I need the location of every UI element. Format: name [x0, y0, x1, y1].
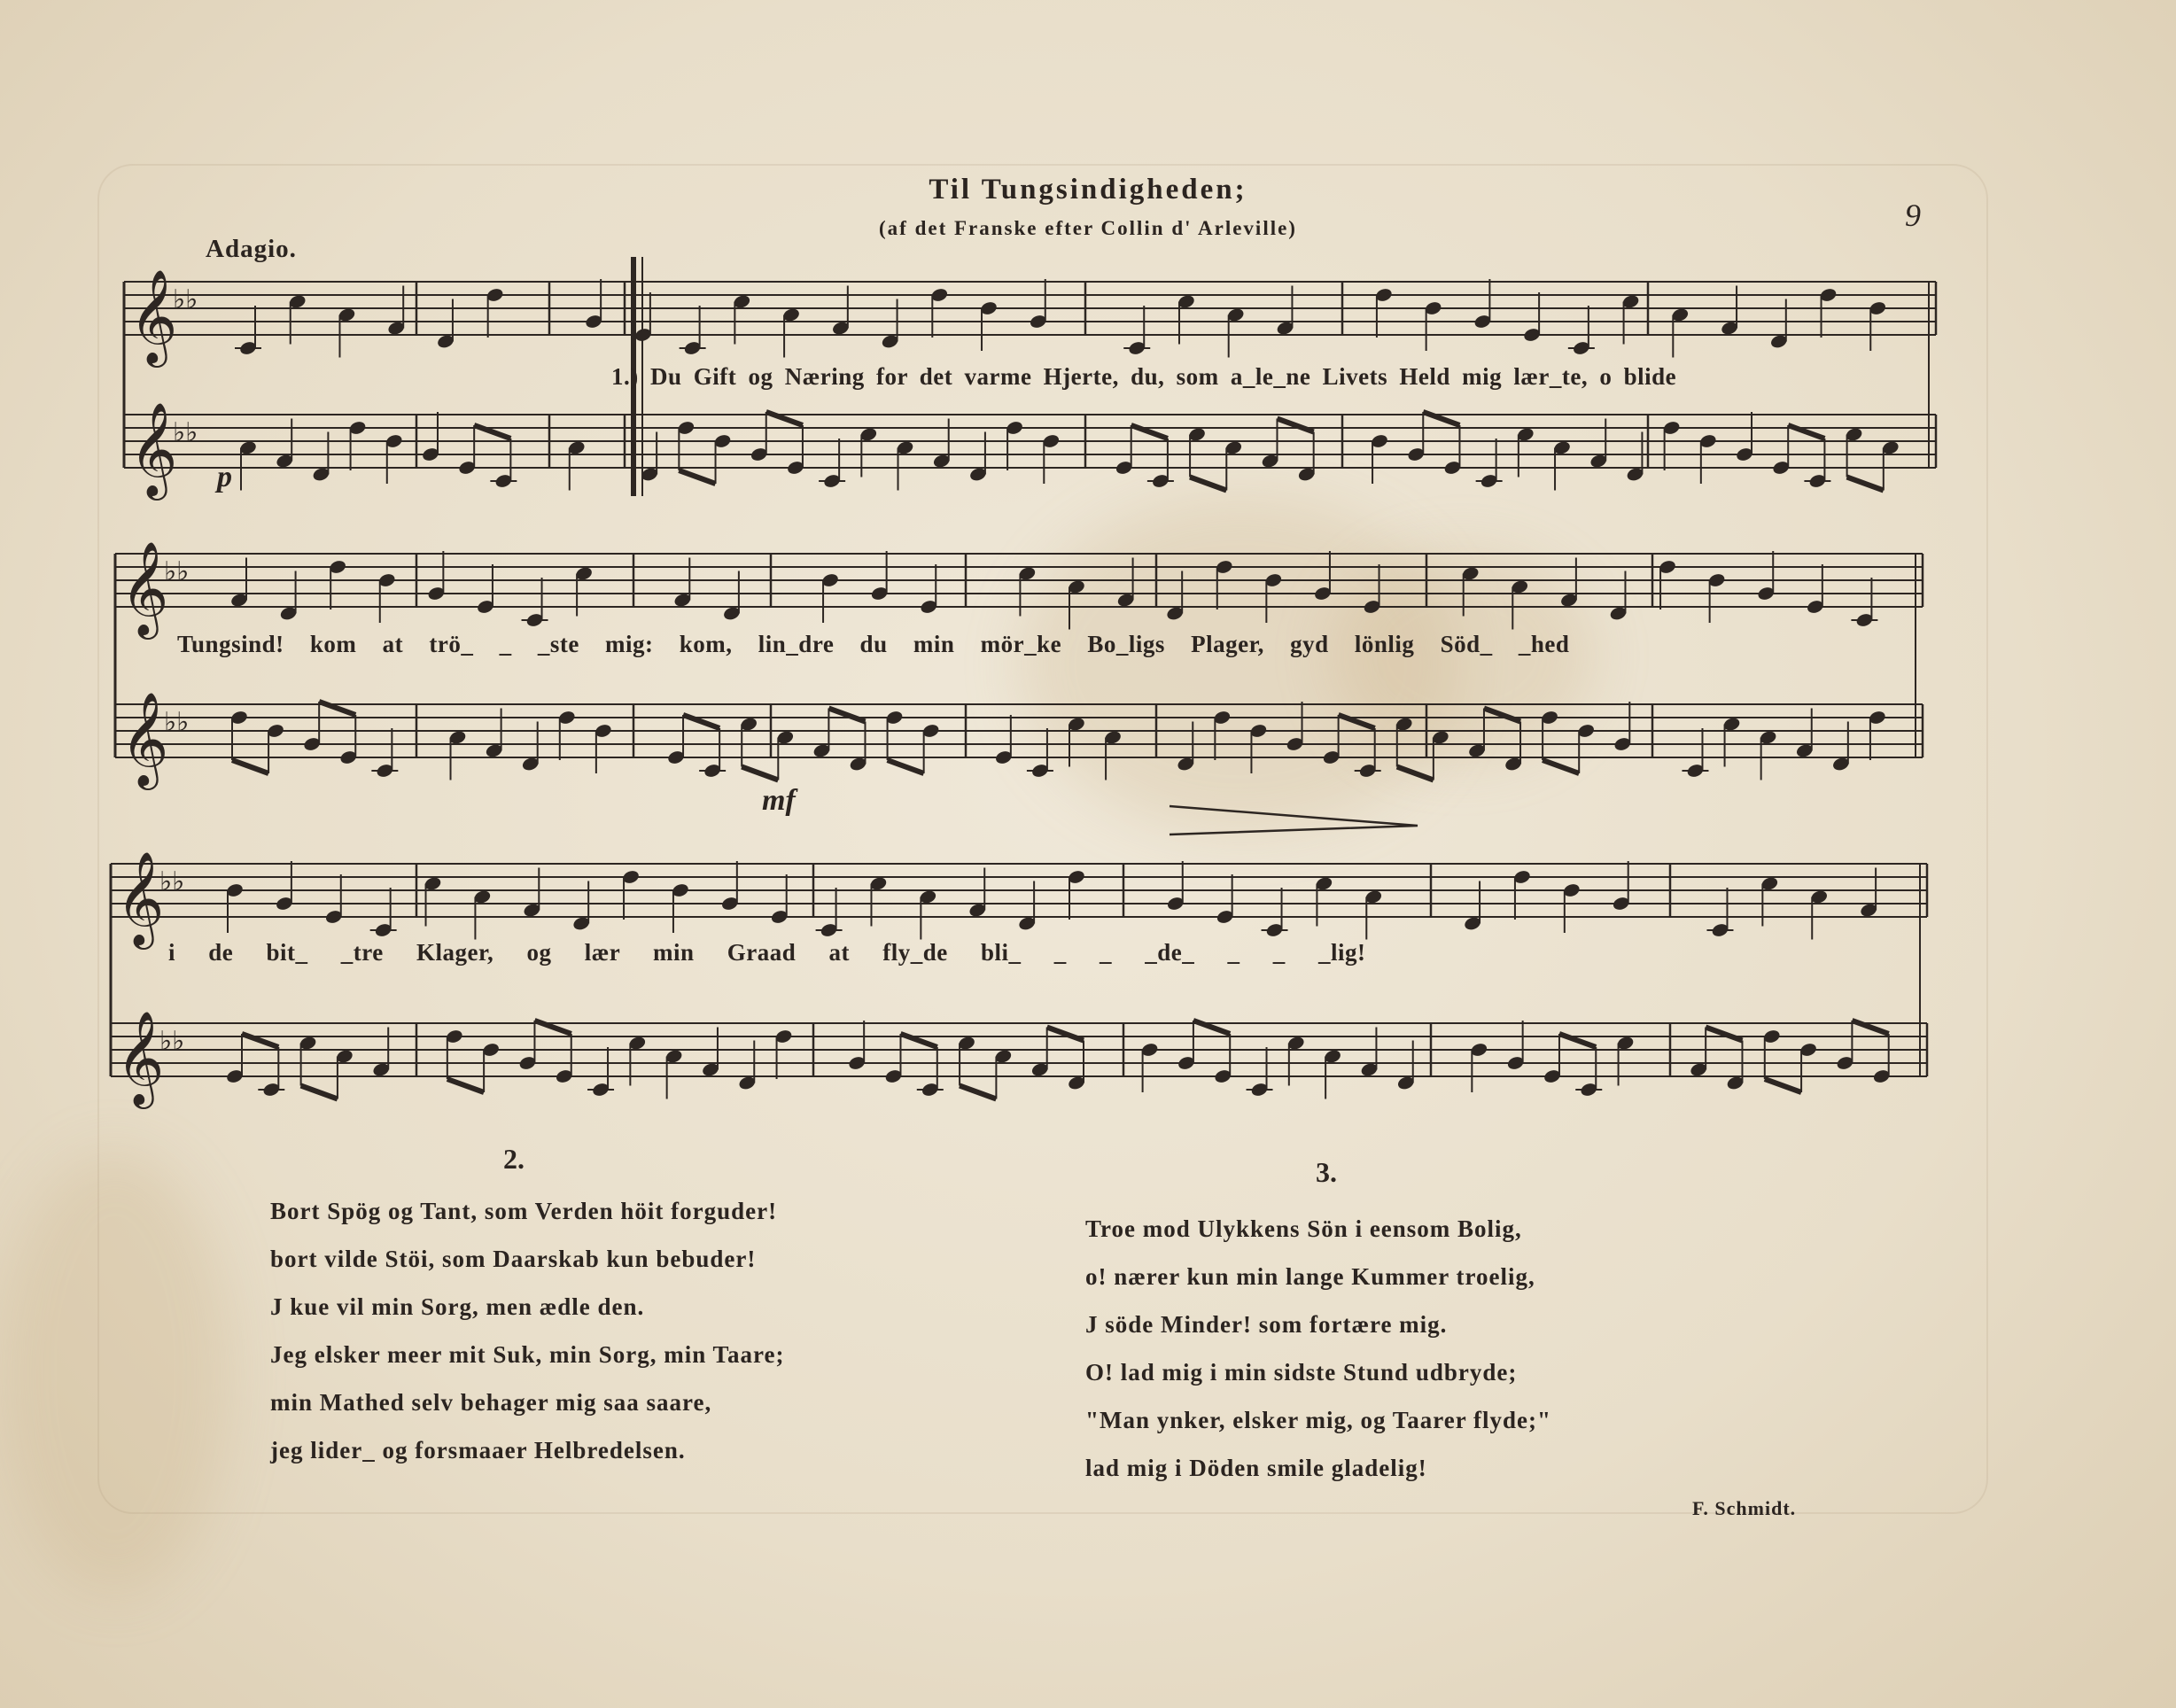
verse-line: bort vilde Stöi, som Daarskab kun bebuder!	[270, 1246, 757, 1272]
note-beam	[1706, 1028, 1742, 1041]
composer-credit: F. Schmidt.	[1692, 1497, 1797, 1519]
verse-3	[1085, 1205, 1551, 1492]
key-signature: ♭♭	[173, 417, 198, 448]
lyrics-line-1: 1.) Du Gift og Næring for det varme Hjerte, du, som a_le_ne Livets Held mig lær_te, o blide	[611, 363, 1677, 390]
verse-line: min Mathed selv behager mig saa saare,	[270, 1389, 712, 1416]
key-signature: ♭♭	[159, 866, 185, 897]
verse-line: "Man ynker, elsker mig, og Taarer flyde;"	[1085, 1407, 1551, 1433]
note-beam	[1190, 477, 1226, 491]
dynamic-mezzoforte: mf	[762, 784, 796, 817]
verse-line: Bort Spög og Tant, som Verden höit forguder!	[270, 1198, 778, 1224]
verse-line: Jeg elsker meer mit Suk, min Sorg, min Taare;	[270, 1341, 785, 1368]
lyrics-line-2: Tungsind! kom at trö_ _ _ste mig: kom, lin_dre du min mör_ke Bo_ligs Plager, gyd lönlig Söd_ _hed	[177, 631, 1570, 657]
page-subtitle: (af det Franske efter Collin d' Arleville)	[879, 217, 1297, 239]
verse-line: Troe mod Ulykkens Sön i eensom Bolig,	[1085, 1215, 1522, 1242]
note-beam	[1277, 419, 1313, 432]
treble-clef: 𝄞	[116, 850, 165, 945]
tempo-marking: Adagio.	[206, 235, 297, 263]
verse-line: jeg lider_ og forsmaaer Helbredelsen.	[270, 1437, 686, 1463]
treble-clef: 𝄞	[120, 691, 169, 786]
verse-line: J söde Minder! som fortære mig.	[1085, 1311, 1448, 1338]
note-beam	[1765, 1079, 1801, 1092]
note-beam	[679, 470, 715, 484]
note-beam	[1484, 709, 1520, 722]
key-signature: ♭♭	[164, 556, 190, 587]
diminuendo-hairpin	[1170, 806, 1418, 835]
page-title: Til Tungsindigheden;	[929, 174, 1247, 206]
note-beam	[960, 1086, 996, 1099]
note-beam	[1847, 477, 1884, 491]
verse-line: J kue vil min Sorg, men ædle den.	[270, 1293, 645, 1320]
verse-line: O! lad mig i min sidste Stund udbryde;	[1085, 1359, 1518, 1386]
note-beam	[1543, 760, 1579, 773]
treble-clef: 𝄞	[129, 401, 178, 496]
note-beam	[301, 1086, 338, 1099]
dynamic-piano: p	[217, 461, 232, 493]
verse-number-3: 3.	[1316, 1156, 1337, 1188]
treble-clef: 𝄞	[120, 540, 169, 635]
key-signature: ♭♭	[159, 1026, 185, 1057]
note-beam	[888, 760, 924, 773]
note-beam	[232, 760, 268, 773]
verse-line: o! nærer kun min lange Kummer troelig,	[1085, 1263, 1535, 1290]
note-beam	[447, 1079, 484, 1092]
note-beam	[1397, 767, 1434, 780]
key-signature: ♭♭	[164, 707, 190, 738]
verse-2	[270, 1187, 785, 1474]
page-number: 9	[1905, 198, 1921, 233]
verse-number-2: 2.	[503, 1143, 525, 1175]
note-beam	[828, 709, 865, 722]
treble-clef: 𝄞	[116, 1010, 165, 1105]
lyrics-line-3: i de bit_ _tre Klager, og lær min Graad at fly_de bli_ _ _ _de_ _ _ _lig!	[168, 939, 1366, 966]
note-beam	[1047, 1028, 1084, 1041]
treble-clef: 𝄞	[129, 268, 178, 363]
note-beam	[742, 767, 778, 780]
verse-line: lad mig i Döden smile gladelig!	[1085, 1455, 1427, 1481]
key-signature: ♭♭	[173, 284, 198, 315]
